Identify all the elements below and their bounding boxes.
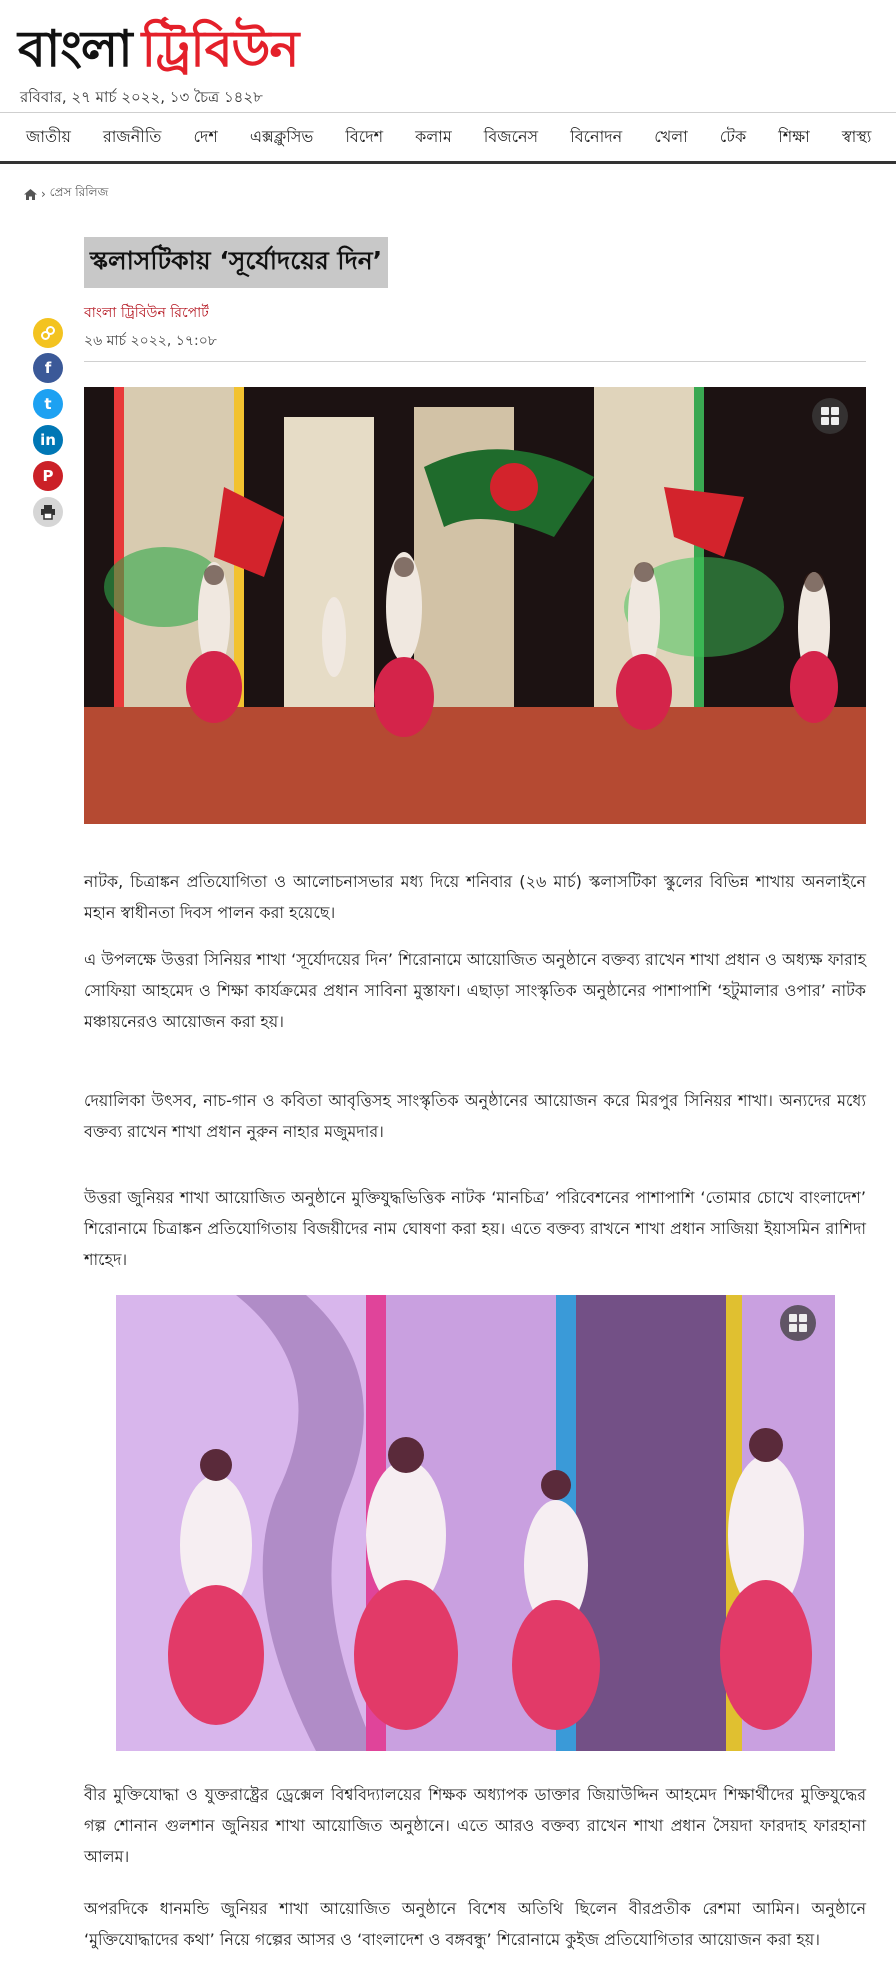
article-paragraph-5: বীর মুক্তিযোদ্ধা ও যুক্তরাষ্ট্রের ড্রেক্সেল বিশ্ববিদ্যালয়ের শিক্ষক অধ্যাপক ডাক্তার জিয়াউদ্দিন আহমেদ শিক্ষার্থীদের মুক্তিযুদ্ধের গল্প শোনান গুলশান জুনিয়র শাখা আয়োজিত অনুষ্ঠানে। এতে আরও বক্তব্য রাখেন শাখা প্রধান সৈয়দা ফারদাহ ফারহানা আলম। [84,1785,866,1866]
dance-scene-illustration [84,387,866,824]
article-paragraph-3: দেয়ালিকা উৎসব, নাচ-গান ও কবিতা আবৃত্তিসহ সাংস্কৃতিক অনুষ্ঠানের আয়োজন করে মিরপুর সিনিয়র শাখা। অন্যদের মধ্যে বক্তব্য রাখেন শাখা প্রধান নুরুন নাহার মজুমদার। [84,1091,866,1141]
main-nav [0,112,896,164]
logo-tribune: ট্রিবিউন [141,19,299,78]
nav-item-3[interactable]: এক্সক্লুসিভ [249,126,314,146]
nav-item-9[interactable]: টেক [719,126,747,146]
nav-item-5[interactable]: কলাম [415,126,452,146]
dance-scene-illustration-2 [116,1295,835,1751]
gallery-icon-secondary[interactable] [780,1305,816,1341]
printer-icon [40,504,56,520]
nav-item-1[interactable]: রাজনীতি [102,126,162,146]
article-date: ২৬ মার্চ ২০২২, ১৭:০৮ [84,333,217,349]
breadcrumb-separator: › [41,187,50,201]
linkedin-share-button[interactable] [33,425,63,455]
article-author[interactable]: বাংলা ট্রিবিউন রিপোর্ট [84,305,209,321]
nav-item-0[interactable]: জাতীয় [26,126,71,146]
divider [84,361,866,362]
linkedin-icon: in [40,431,56,449]
gallery-icon[interactable] [812,398,848,434]
nav-item-8[interactable]: খেলা [654,126,688,146]
article-title-box [84,237,388,288]
nav-item-10[interactable]: শিক্ষা [778,126,810,146]
breadcrumb-section[interactable]: প্রেস রিলিজ [49,185,109,199]
copy-link-button[interactable] [33,318,63,348]
site-logo[interactable] [18,18,298,78]
article-paragraph-6: অপরদিকে ধানমন্ডি জুনিয়র শাখা আয়োজিত অনুষ্ঠানে বিশেষ অতিথি ছিলেন বীরপ্রতীক রেশমা আমিন। অনুষ্ঠানে ‘মুক্তিযোদ্ধাদের কথা’ নিয়ে গল্পের আসর ও ‘বাংলাদেশ ও বঙ্গবন্ধু’ শিরোনামে কুইজ প্রতিযোগিতার আয়োজন করা হয়। [84,1899,866,1949]
link-icon [40,325,56,341]
print-button[interactable] [33,497,63,527]
facebook-icon: f [44,359,52,377]
nav-item-2[interactable]: দেশ [193,126,218,146]
pinterest-share-button[interactable] [33,461,63,491]
twitter-icon: t [44,395,52,413]
logo-bangla: বাংলা [18,19,132,78]
article-photo-secondary[interactable] [116,1295,835,1751]
nav-item-6[interactable]: বিজনেস [483,126,539,146]
article-photo-main[interactable] [84,387,866,824]
breadcrumb [24,184,108,204]
twitter-share-button[interactable] [33,389,63,419]
facebook-share-button[interactable] [33,353,63,383]
nav-item-4[interactable]: বিদেশ [345,126,384,146]
article-paragraph-4: উত্তরা জুনিয়র শাখা আয়োজিত অনুষ্ঠানে মুক্তিযুদ্ধভিত্তিক নাটক ‘মানচিত্র’ পরিবেশনের পাশাপাশি ‘তোমার চোখে বাংলাদেশ’ শিরোনামে চিত্রাঙ্কন প্রতিযোগিতায় বিজয়ীদের নাম ঘোষণা করা হয়। এতে বক্তব্য রাখনে শাখা প্রধান সাজিয়া ইয়াসমিন রাশিদা শাহেদ। [84,1188,866,1269]
nav-item-11[interactable]: স্বাস্থ্য [841,126,872,146]
pinterest-icon: P [42,467,54,485]
article-paragraph-1: নাটক, চিত্রাঙ্কন প্রতিযোগিতা ও আলোচনাসভার মধ্য দিয়ে শনিবার (২৬ মার্চ) স্কলাসটিকা স্কুলের বিভিন্ন শাখায় অনলাইনে মহান স্বাধীনতা দিবস পালন করা হয়েছে। [84,872,866,922]
article-title: স্কলাসটিকায় ‘সূর্যোদয়ের দিন’ [90,246,383,275]
nav-item-7[interactable]: বিনোদন [570,126,623,146]
header-date: রবিবার, ২৭ মার্চ ২০২২, ১৩ চৈত্র ১৪২৮ [20,88,263,106]
article-paragraph-2: এ উপলক্ষে উত্তরা সিনিয়র শাখা ‘সূর্যোদয়ের দিন’ শিরোনামে আয়োজিত অনুষ্ঠানে বক্তব্য রাখেন শাখা প্রধান ও অধ্যক্ষ ফারাহ সোফিয়া আহমেদ ও শিক্ষা কার্যক্রমের প্রধান সাবিনা মুস্তাফা। এছাড়া সাংস্কৃতিক অনুষ্ঠানের পাশাপাশি ‘হটুমালার ওপার’ নাটক মঞ্চায়নেরও আয়োজন করা হয়। [84,950,866,1031]
home-icon[interactable] [24,189,37,200]
